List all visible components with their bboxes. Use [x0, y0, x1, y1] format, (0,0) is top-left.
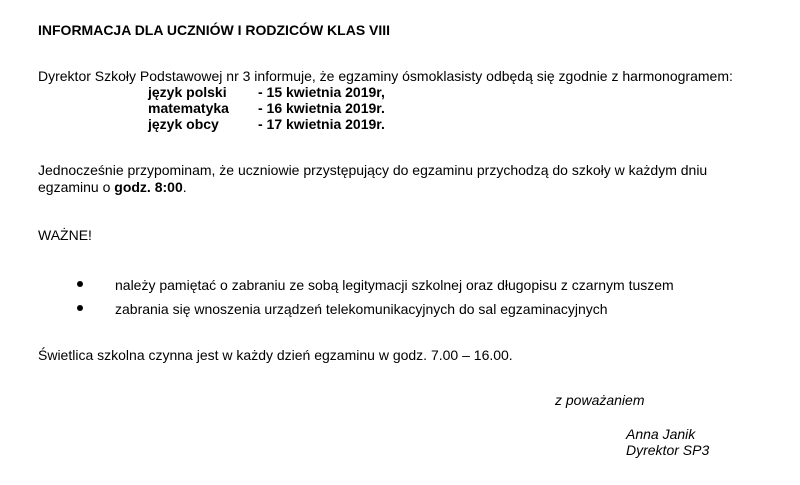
- document-title: INFORMACJA DLA UCZNIÓW I RODZICÓW KLAS VIII: [38, 22, 391, 38]
- signer-name: Anna Janik: [626, 426, 696, 442]
- bullet-icon: [77, 281, 83, 287]
- closing-regards: z poważaniem: [555, 392, 645, 408]
- intro-paragraph: Dyrektor Szkoły Podstawowej nr 3 informuje, że egzaminy ósmoklasisty odbędą się zgodnie z harmonogramem:: [38, 68, 733, 84]
- bullet-icon: [77, 305, 83, 311]
- reminder-line: Jednocześnie przypominam, że uczniowie przystępujący do egzaminu przychodzą do szkoły w każdym dniu: [38, 162, 708, 178]
- reminder-line: [38, 179, 187, 195]
- important-heading: WAŻNE!: [38, 227, 92, 243]
- reminder-prefix: egzaminu o: [38, 179, 115, 195]
- signer-role: Dyrektor SP3: [626, 442, 710, 458]
- bullet-item: należy pamiętać o zabraniu ze sobą legitymacji szkolnej oraz długopisu z czarnym tuszem: [115, 277, 674, 293]
- exam-start-time: godz. 8:00: [114, 179, 183, 195]
- reminder-suffix: .: [182, 179, 187, 195]
- schedule-date: - 15 kwietnia 2019r,: [258, 84, 385, 100]
- bullet-item: zabrania się wnoszenia urządzeń telekomunikacyjnych do sal egzaminacyjnych: [115, 301, 608, 317]
- schedule-subject: matematyka: [148, 100, 229, 116]
- schedule-date: - 17 kwietnia 2019r.: [258, 116, 385, 132]
- club-notice: Świetlica szkolna czynna jest w każdy dzień egzaminu w godz. 7.00 – 16.00.: [38, 347, 513, 363]
- schedule-date: - 16 kwietnia 2019r.: [258, 100, 385, 116]
- schedule-subject: język polski: [148, 84, 227, 100]
- schedule-subject: język obcy: [148, 116, 219, 132]
